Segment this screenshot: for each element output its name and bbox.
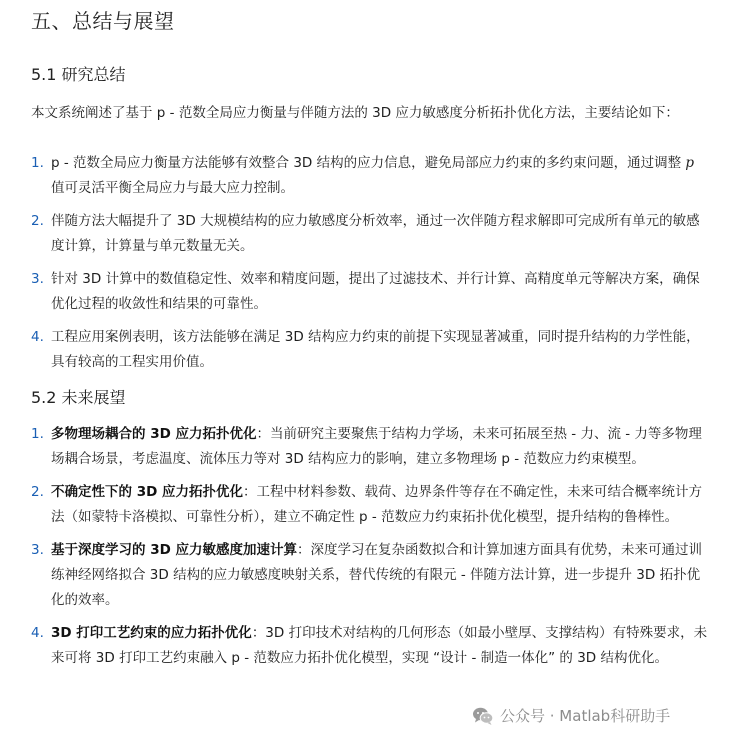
list-number: 2.: [31, 213, 44, 229]
wechat-icon: [472, 706, 494, 726]
list-number: 4.: [31, 329, 44, 345]
list-number: 4.: [31, 625, 44, 641]
list-item: [31, 538, 711, 613]
list-text: 伴随方法大幅提升了 3D 大规模结构的应力敏感度分析效率，通过一次伴随方程求解即可完成所有单元的敏感度计算，计算量与单元数量无关。: [51, 213, 700, 254]
section-title: 五、总结与展望: [31, 9, 175, 33]
list-text: ：当前研究主要聚焦于结构力学场，未来可拓展至热 - 力、流 - 力等多物理场耦合场景，考虑温度、流体压力等对 3D 结构应力的影响，建立多物理场 p - 范数应力约束模型。: [51, 426, 702, 467]
list-bold-title: 基于深度学习的 3D 应力敏感度加速计算: [51, 542, 297, 558]
list-bold-title: 3D 打印工艺约束的应力拓扑优化: [51, 625, 252, 641]
p-symbol: p: [685, 155, 695, 171]
watermark: [472, 705, 670, 726]
list-bold-title: 多物理场耦合的 3D 应力拓扑优化: [51, 426, 257, 442]
list-number: 3.: [31, 271, 44, 287]
list-item: [31, 621, 711, 671]
outlook-list: [31, 422, 711, 671]
list-number: 3.: [31, 542, 44, 558]
list-text: ：工程中材料参数、载荷、边界条件等存在不确定性，未来可结合概率统计方法（如蒙特卡洛模拟、可靠性分析），建立不确定性 p - 范数应力约束拓扑优化模型，提升结构的鲁棒性。: [51, 484, 702, 525]
list-item: [31, 209, 711, 259]
list-text: ：深度学习在复杂函数拟合和计算加速方面具有优势，未来可通过训练神经网络拟合 3D 结构的应力敏感度映射关系，替代传统的有限元 - 伴随方法计算，进一步提升 3D 拓扑优化的效率。: [51, 542, 702, 608]
summary-heading: 5.1 研究总结: [31, 65, 126, 84]
list-text: 值可灵活平衡全局应力与最大应力控制。: [51, 180, 294, 196]
summary-intro: 本文系统阐述了基于 p - 范数全局应力衡量与伴随方法的 3D 应力敏感度分析拓扑优化方法，主要结论如下：: [31, 105, 679, 121]
list-bold-title: 不确定性下的 3D 应力拓扑优化: [51, 484, 243, 500]
list-text: p - 范数全局应力衡量方法能够有效整合 3D 结构的应力信息，避免局部应力约束的多约束问题，通过调整: [51, 155, 686, 171]
list-item: [31, 151, 711, 201]
summary-list: [31, 151, 711, 375]
watermark-text: 公众号 · Matlab科研助手: [500, 707, 671, 725]
list-item: [31, 325, 711, 375]
list-text: 工程应用案例表明，该方法能够在满足 3D 结构应力约束的前提下实现显著减重，同时提升结构的力学性能，具有较高的工程实用价值。: [51, 329, 700, 370]
list-number: 1.: [31, 155, 44, 171]
list-item: [31, 480, 711, 530]
list-text: 针对 3D 计算中的数值稳定性、效率和精度问题，提出了过滤技术、并行计算、高精度单元等解决方案，确保优化过程的收敛性和结果的可靠性。: [51, 271, 700, 312]
list-number: 2.: [31, 484, 44, 500]
list-number: 1.: [31, 426, 44, 442]
list-item: [31, 267, 711, 317]
list-item: [31, 422, 711, 472]
list-text: ：3D 打印技术对结构的几何形态（如最小壁厚、支撑结构）有特殊要求，未来可将 3D 打印工艺约束融入 p - 范数应力拓扑优化模型，实现 “设计 - 制造一体化” 的 3D 结构优化。: [51, 625, 708, 666]
outlook-heading: 5.2 未来展望: [31, 388, 126, 407]
